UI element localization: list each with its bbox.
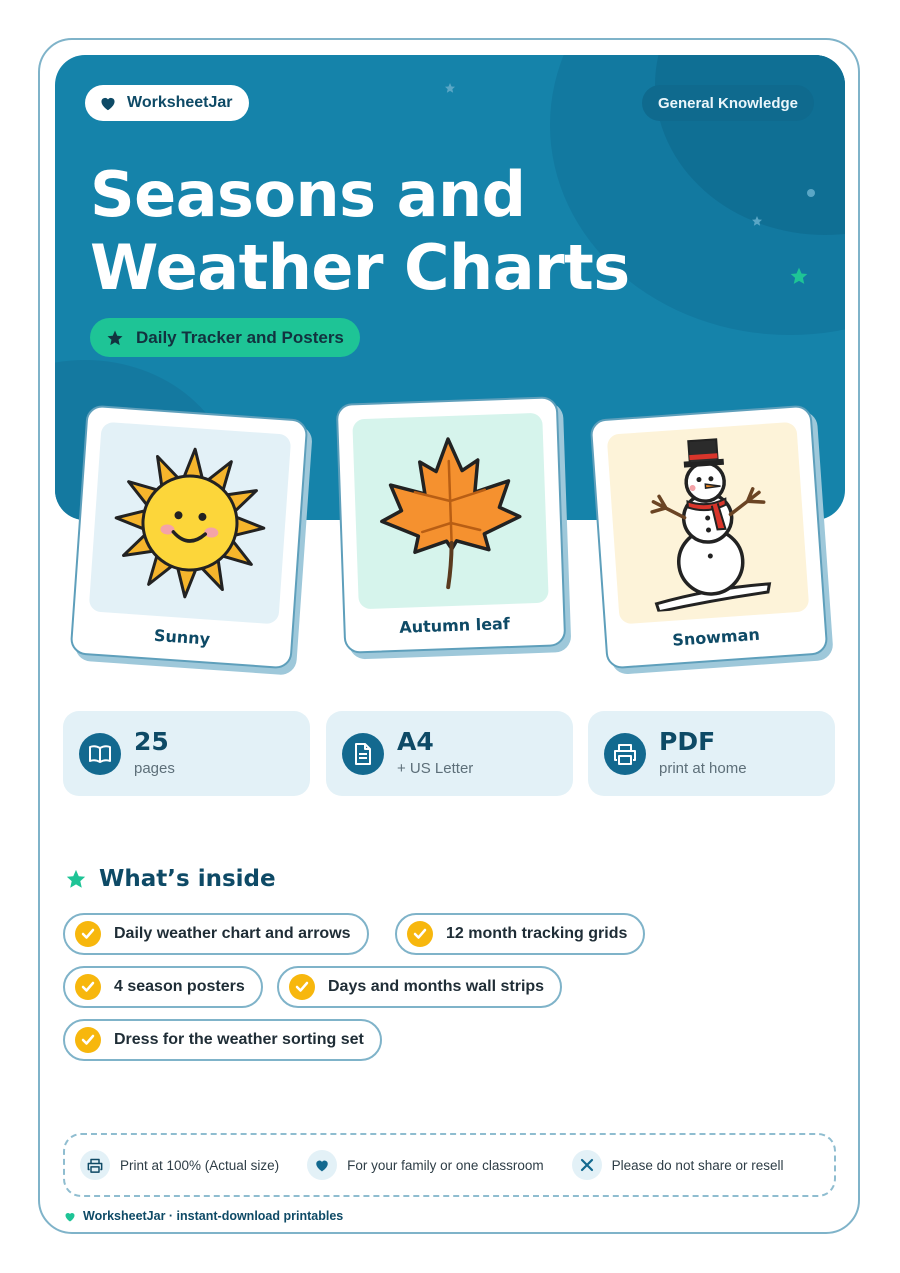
category-label: General Knowledge bbox=[657, 94, 798, 112]
check-icon bbox=[75, 921, 101, 947]
check-icon bbox=[75, 974, 101, 1000]
heart-icon bbox=[99, 95, 117, 111]
heart-icon bbox=[307, 1150, 337, 1180]
snowman-icon bbox=[627, 433, 788, 613]
star-icon bbox=[106, 329, 124, 347]
subtitle-text: Daily Tracker and Posters bbox=[136, 327, 344, 347]
note-text: Print at 100% (Actual size) bbox=[120, 1157, 280, 1173]
contents-item bbox=[395, 913, 645, 955]
note-license bbox=[307, 1150, 544, 1180]
note-text: Please do not share or resell bbox=[611, 1157, 784, 1173]
close-icon bbox=[572, 1150, 602, 1180]
flashcard-sunny bbox=[70, 405, 309, 670]
stat-value: PDF bbox=[659, 727, 716, 756]
stat-label: print at home bbox=[659, 760, 747, 777]
stat-paper-size bbox=[326, 711, 573, 796]
contents-item-label: Daily weather chart and arrows bbox=[114, 925, 351, 942]
star-icon bbox=[789, 266, 809, 286]
card-caption: Sunny bbox=[153, 625, 211, 649]
subtitle-badge bbox=[90, 318, 360, 357]
footer-text: WorksheetJar · instant-download printables bbox=[83, 1209, 344, 1223]
card-art bbox=[607, 422, 810, 625]
stat-value: A4 bbox=[397, 727, 434, 756]
note-text: For your family or one classroom bbox=[347, 1157, 544, 1173]
document-icon bbox=[342, 733, 384, 775]
note-print-scale bbox=[80, 1150, 279, 1180]
contents-item bbox=[63, 1019, 382, 1061]
star-icon bbox=[444, 82, 456, 94]
section-heading-text: What’s inside bbox=[99, 866, 276, 892]
contents-item bbox=[277, 966, 562, 1008]
contents-item bbox=[63, 913, 369, 955]
card-caption: Autumn leaf bbox=[398, 614, 511, 637]
note-no-share bbox=[572, 1150, 784, 1180]
stat-value: 25 bbox=[134, 727, 169, 756]
printer-icon bbox=[604, 733, 646, 775]
check-icon bbox=[289, 974, 315, 1000]
book-icon bbox=[79, 733, 121, 775]
star-icon bbox=[751, 215, 763, 227]
title-line: Weather Charts bbox=[90, 231, 630, 304]
brand-badge bbox=[85, 85, 249, 121]
stat-label: pages bbox=[134, 760, 175, 777]
category-badge bbox=[642, 85, 814, 121]
flashcard-snowman bbox=[590, 405, 829, 670]
card-art bbox=[89, 422, 292, 625]
sun-icon bbox=[105, 438, 276, 609]
footer bbox=[64, 1209, 343, 1223]
brand-name: WorksheetJar bbox=[127, 94, 233, 111]
page-title bbox=[90, 158, 710, 304]
title-line: Seasons and bbox=[90, 158, 526, 231]
stat-label: + US Letter bbox=[397, 760, 474, 777]
dot-decoration bbox=[807, 189, 815, 197]
star-icon bbox=[65, 868, 87, 890]
contents-item-label: Days and months wall strips bbox=[328, 978, 545, 995]
maple-leaf-icon bbox=[373, 428, 528, 593]
heart-icon bbox=[64, 1211, 76, 1222]
card-art bbox=[352, 413, 549, 610]
check-icon bbox=[75, 1027, 101, 1053]
check-icon bbox=[407, 921, 433, 947]
flashcard-autumn-leaf bbox=[336, 396, 567, 654]
contents-item-label: Dress for the weather sorting set bbox=[114, 1031, 364, 1048]
contents-item-label: 12 month tracking grids bbox=[446, 925, 628, 942]
stat-pages bbox=[63, 711, 310, 796]
stat-format bbox=[588, 711, 835, 796]
section-heading bbox=[65, 866, 276, 892]
card-caption: Snowman bbox=[671, 624, 761, 650]
printer-icon bbox=[80, 1150, 110, 1180]
contents-item bbox=[63, 966, 263, 1008]
usage-notes bbox=[63, 1133, 836, 1197]
contents-item-label: 4 season posters bbox=[114, 978, 245, 995]
